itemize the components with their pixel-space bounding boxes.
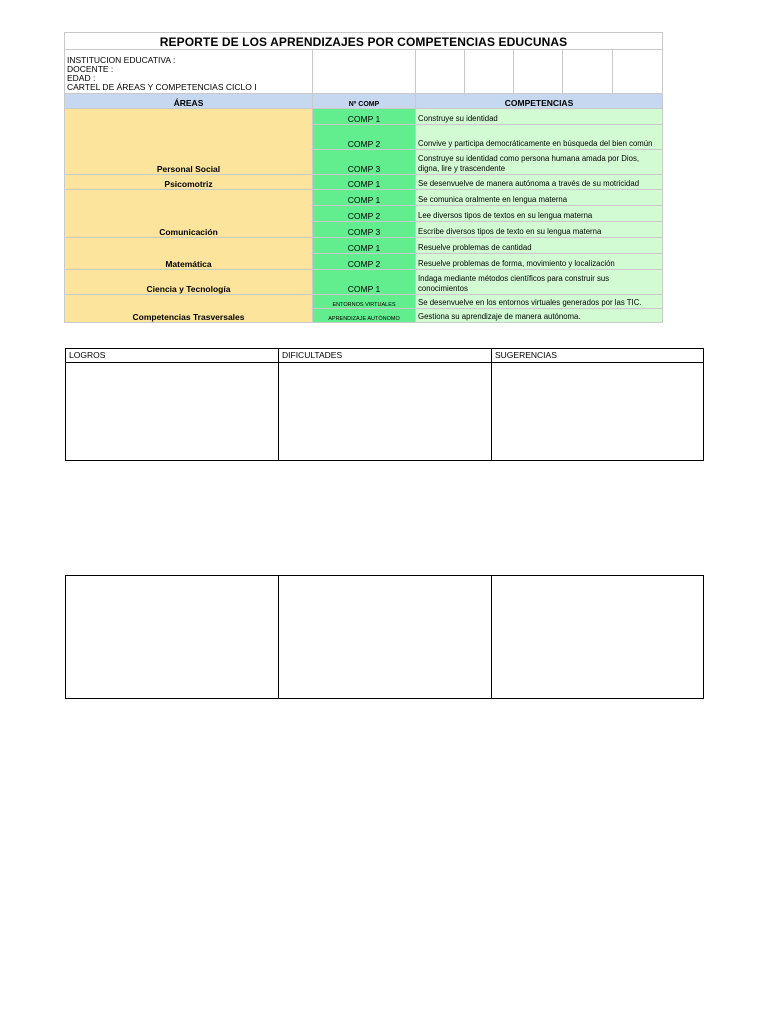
comp-number-cell: COMP 3	[313, 150, 416, 175]
area-cell: Personal Social	[65, 109, 313, 175]
area-cell: Psicomotriz	[65, 175, 313, 190]
teacher-label: DOCENTE :	[67, 64, 114, 74]
institution-label: INSTITUCION EDUCATIVA :	[67, 55, 176, 65]
comp-number-cell: COMP 2	[313, 206, 416, 222]
info-blank-cell	[563, 50, 613, 94]
info-blank-cell	[313, 50, 416, 94]
info-blank-cell	[416, 50, 465, 94]
feedback-box	[65, 348, 704, 461]
empty-feedback-box	[65, 575, 704, 699]
competency-description: Lee diversos tipos de textos en su lengua materna	[416, 206, 663, 222]
comp-number-cell: COMP 3	[313, 222, 416, 238]
logros-column	[66, 349, 278, 460]
dificultades-column	[278, 349, 492, 460]
competency-description: Se desenvuelve de manera autónoma a través de su motricidad	[416, 175, 663, 190]
comp-number-cell: COMP 2	[313, 125, 416, 150]
institution-info-block	[65, 50, 313, 94]
header-divider	[66, 362, 703, 363]
area-cell: Matemática	[65, 238, 313, 270]
area-cell: Ciencia y Tecnología	[65, 270, 313, 295]
competency-description: Escribe diversos tipos de texto en su lengua materna	[416, 222, 663, 238]
competency-report-sheet	[64, 32, 662, 323]
competency-description: Convive y participa democráticamente en búsqueda del bien común	[416, 125, 663, 150]
competency-description: Construye su identidad como persona humana amada por Dios, digna, lire y trascendente	[416, 150, 663, 175]
comp-number-cell: ENTORNOS VIRTUALES	[313, 295, 416, 309]
ncomp-header: Nº COMP	[313, 94, 416, 109]
empty-column	[278, 576, 492, 698]
comp-number-cell: COMP 1	[313, 175, 416, 190]
empty-column	[491, 576, 703, 698]
competency-description: Construye su identidad	[416, 109, 663, 125]
comp-number-cell: COMP 1	[313, 109, 416, 125]
areas-header: ÁREAS	[65, 94, 313, 109]
comp-number-cell: COMP 1	[313, 238, 416, 254]
dificultades-header: DIFICULTADES	[282, 350, 343, 360]
competency-table	[64, 32, 663, 323]
competency-description: Resuelve problemas de forma, movimiento y localización	[416, 254, 663, 270]
comp-number-cell: COMP 2	[313, 254, 416, 270]
comp-number-cell: COMP 1	[313, 270, 416, 295]
report-title: REPORTE DE LOS APRENDIZAJES POR COMPETENCIAS EDUCUNAS	[65, 33, 663, 50]
area-cell: Comunicación	[65, 190, 313, 238]
competency-description: Gestiona su aprendizaje de manera autónoma.	[416, 309, 663, 323]
competency-description: Indaga mediante métodos científicos para construir sus conocimientos	[416, 270, 663, 295]
competency-description: Se comunica oralmente en lengua materna	[416, 190, 663, 206]
sugerencias-column	[491, 349, 703, 460]
sugerencias-header: SUGERENCIAS	[495, 350, 557, 360]
info-blank-cell	[613, 50, 663, 94]
age-label: EDAD :	[67, 73, 96, 83]
empty-column	[66, 576, 278, 698]
logros-header: LOGROS	[69, 350, 106, 360]
info-blank-cell	[465, 50, 514, 94]
area-cell: Competencias Trasversales	[65, 295, 313, 323]
info-blank-cell	[514, 50, 563, 94]
cartel-label: CARTEL DE ÁREAS Y COMPETENCIAS CICLO I	[67, 82, 257, 92]
competency-description: Resuelve problemas de cantidad	[416, 238, 663, 254]
competency-description: Se desenvuelve en los entornos virtuales generados por las TIC.	[416, 295, 663, 309]
comp-number-cell: APRENDIZAJE AUTÓNOMO	[313, 309, 416, 323]
competencias-header: COMPETENCIAS	[416, 94, 663, 109]
comp-number-cell: COMP 1	[313, 190, 416, 206]
